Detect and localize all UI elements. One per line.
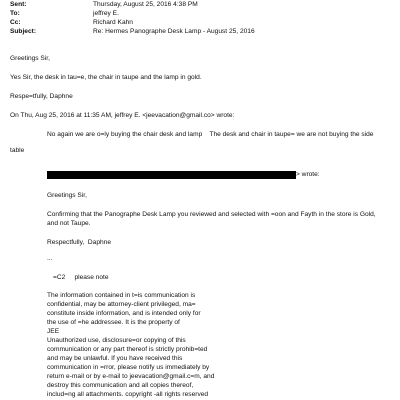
- disclaimer-line: and may be unlawful. If you have received this: [47, 355, 183, 362]
- disclaimer-line: The information contained in t=is communication is: [47, 292, 196, 299]
- to-row: [10, 9, 390, 18]
- cc-label: Cc:: [10, 19, 21, 26]
- redacted-suffix: > wrote:: [296, 171, 320, 178]
- to-value: jeffrey E.: [93, 10, 119, 17]
- nested-greeting: Greetings Sir,: [47, 192, 87, 199]
- disclaimer-line: Unauthorized use, disclosure=or copying of this: [47, 337, 186, 344]
- cc-row: [10, 18, 390, 27]
- disclaimer-line: destroy this communication and all copies thereof,: [47, 382, 194, 389]
- reply-line: Yes Sir, the desk in tau=e, the chair in taupe and the lamp in gold.: [10, 74, 202, 81]
- disclaimer-line: confidential, may be attorney-client privileged, ma=: [47, 301, 196, 308]
- sent-row: [10, 0, 390, 9]
- cc-value: Richard Kahn: [93, 19, 133, 26]
- nested-line-1: Confirming that the Panographe Desk Lamp you reviewed and selected with =oon and Fayth in the store is Gold,: [47, 211, 376, 218]
- disclaimer-line: the use of =he addressee. It is the property of: [47, 319, 180, 326]
- quoted-line-1: No again we are o=ly buying the chair desk and lamp The desk and chair in taupe= we are not buying the side: [47, 131, 374, 138]
- quoted-line-2: table: [10, 147, 25, 154]
- subject-value: Re: Hermes Panographe Desk Lamp - August 25, 2016: [93, 28, 255, 35]
- note-line: =C2 please note: [53, 274, 109, 281]
- disclaimer-line: return e-mail or by e-mail to jeevacation@gmail.c=m, and: [47, 373, 215, 380]
- disclaimer-line: communication in =rror, please notify us immediately by: [47, 364, 210, 371]
- disclaimer-line: includ=ng all attachments. copyright -all rights reserved: [47, 391, 209, 398]
- disclaimer-line: constitute inside information, and is intended only for: [47, 310, 201, 317]
- sent-label: Sent:: [10, 1, 27, 8]
- subject-row: [10, 27, 390, 36]
- disclaimer-line: communication or any part thereof is strictly prohib=ted: [47, 346, 208, 353]
- sent-value: Thursday, August 25, 2016 4:38 PM: [93, 1, 198, 8]
- redaction-bar: [47, 171, 296, 179]
- quote-header: On Thu, Aug 25, 2016 at 11:35 AM, jeffrey E. <jeevacation@gmail.co> wrote:: [10, 112, 235, 119]
- signoff: Respe=tfully, Daphne: [10, 93, 73, 100]
- nested-signoff: Respectfully, Daphne: [47, 239, 112, 246]
- ellipsis: ...: [47, 255, 53, 262]
- greeting: Greetings Sir,: [10, 55, 50, 62]
- disclaimer-line: JEE: [47, 328, 60, 335]
- subject-label: Subject:: [10, 28, 37, 35]
- to-label: To:: [10, 10, 20, 17]
- nested-line-2: and not Taupe.: [47, 220, 91, 227]
